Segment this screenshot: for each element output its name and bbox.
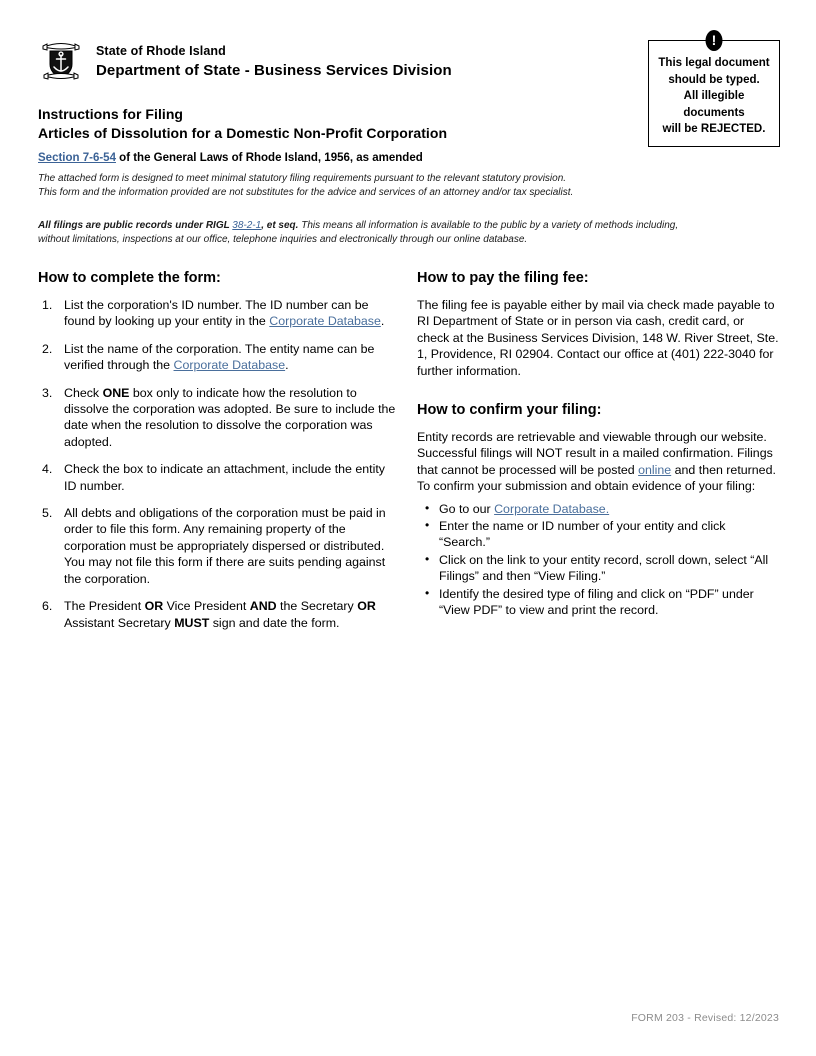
warning-box	[648, 40, 780, 147]
step-6-text-5: sign and date the form.	[209, 615, 340, 630]
statute-link[interactable]: Section 7-6-54	[38, 152, 116, 164]
confirm-filing-text	[417, 429, 779, 495]
exclamation-icon	[706, 30, 723, 51]
form-footer: FORM 203 - Revised: 12/2023	[631, 1012, 779, 1024]
statute-disclaimer	[38, 172, 658, 199]
how-to-complete-section	[38, 268, 400, 642]
list-item	[417, 586, 779, 619]
warning-line-3: All illegible	[683, 90, 745, 102]
step-3-emphasis: ONE	[102, 385, 130, 400]
step-6-emphasis-4: MUST	[174, 615, 210, 630]
department-name: Department of State - Business Services Division	[96, 62, 452, 79]
list-item	[38, 598, 400, 631]
confirm-text-tail: and then returned. To confirm your submission and obtain evidence of your filing:	[417, 462, 776, 494]
step-6-text-2: Vice President	[163, 599, 250, 614]
title-line-1: Instructions for Filing	[38, 106, 184, 122]
rhode-island-state-seal-icon	[38, 38, 84, 84]
step-1-text-tail: .	[380, 314, 385, 329]
list-item	[417, 501, 779, 517]
list-item	[38, 461, 400, 494]
public-records-notice	[38, 219, 688, 247]
step-6-emphasis-1: OR	[144, 599, 164, 614]
statute-disclaimer-line-2: This form and the information provided are not substitutes for the advice and services of an attorney and/or tax specialist.	[38, 186, 574, 198]
list-item	[38, 297, 400, 330]
corporate-database-link[interactable]: Corporate Database	[173, 358, 286, 373]
exclamation-glyph: !	[711, 32, 717, 48]
document-header	[38, 38, 452, 84]
step-6-emphasis-3: OR	[357, 599, 376, 614]
step-3-text: Check	[64, 385, 103, 400]
step-6-emphasis-2: AND	[249, 599, 277, 614]
step-5-text: All debts and obligations of the corporation must be paid in order to file this form. Any remaining property of the corporation must be appropriately dispersed or distributed. You may not file this form if there are suits pending against the corporation.	[64, 506, 386, 586]
public-records-lead: All filings are public records under RIGL	[38, 220, 233, 231]
how-to-confirm-heading: How to confirm your filing:	[417, 402, 602, 419]
list-item	[417, 552, 779, 585]
warning-line-4: documents	[683, 106, 745, 119]
how-to-pay-heading: How to pay the filing fee:	[417, 270, 589, 286]
confirm-text-lead: Entity records are retrievable and viewable through our website. Successful filings will NOT result in a mailed confirmation. Filings that cannot be processed will be posted	[417, 430, 773, 477]
warning-line-2: should be typed.	[668, 73, 760, 86]
complete-form-steps	[38, 297, 400, 631]
list-item	[38, 385, 400, 451]
how-to-complete-heading: How to complete the form:	[38, 270, 221, 286]
warning-line-5: will be REJECTED.	[662, 123, 766, 135]
corporate-database-link[interactable]: Corporate Database	[269, 314, 381, 329]
statute-disclaimer-line-1: The attached form is designed to meet minimal statutory filing requirements pursuant to the relevant statutory provision.	[38, 173, 567, 184]
step-2-text-tail: .	[285, 358, 289, 373]
step-3-text-tail: box only to indicate how the resolution to dissolve the corporation was adopted. Be sure to include the date when the resolution to dissolve the corporation was adopted.	[64, 385, 396, 449]
header-text-block	[96, 38, 452, 81]
step-6-text-1: The President	[64, 599, 145, 614]
statute-reference-text: of the General Laws of Rhode Island, 1956, as amended	[115, 152, 423, 164]
confirm-filing-steps	[417, 501, 779, 619]
corporate-database-link[interactable]: Corporate Database.	[494, 501, 610, 516]
confirm-step-4-text: Identify the desired type of filing and click on “PDF” under “View PDF” to view and print the record.	[439, 586, 754, 618]
rigl-link[interactable]: 38-2-1	[232, 220, 262, 231]
confirm-step-3-text: Click on the link to your entity record, scroll down, select “All Filings” and then “View Filing.”	[439, 552, 769, 584]
warning-line-1: This legal document	[658, 57, 770, 69]
statute-reference	[38, 151, 738, 166]
public-records-lead-tail: , et seq.	[261, 220, 299, 231]
step-2-text: List the name of the corporation. The entity name can be verified through the	[64, 341, 375, 373]
list-item	[417, 518, 779, 551]
step-4-text: Check the box to indicate an attachment, include the entity ID number.	[64, 462, 385, 493]
list-item	[38, 341, 400, 374]
list-item	[38, 505, 400, 587]
page-title	[38, 105, 638, 143]
state-name: State of Rhode Island	[96, 44, 226, 58]
step-1-text: List the corporation's ID number. The ID number can be found by looking up your entity in the	[64, 298, 369, 329]
confirm-step-2-text: Enter the name or ID number of your entity and click “Search.”	[439, 519, 726, 550]
online-link[interactable]: online	[638, 462, 672, 477]
filing-fee-text: The filing fee is payable either by mail via check made payable to RI Department of State or in person via cash, credit card, or check at the Business Services Division, 148 W. River Street, Ste. 1, Providence, RI 02904. Contact our office at (401) 222-3040 for further information.	[417, 298, 779, 378]
public-records-text: This means all information is available to the public by a variety of methods including, without limitations, inspections at our office, telephone inquiries and electronically through our online database.	[38, 220, 679, 245]
confirm-step-1-text: Go to our	[439, 501, 495, 516]
title-line-2: Articles of Dissolution for a Domestic Non-Profit Corporation	[38, 125, 448, 141]
step-6-text-3: the Secretary	[276, 599, 358, 614]
right-column	[417, 268, 779, 620]
step-6-text-4: Assistant Secretary	[64, 615, 175, 630]
